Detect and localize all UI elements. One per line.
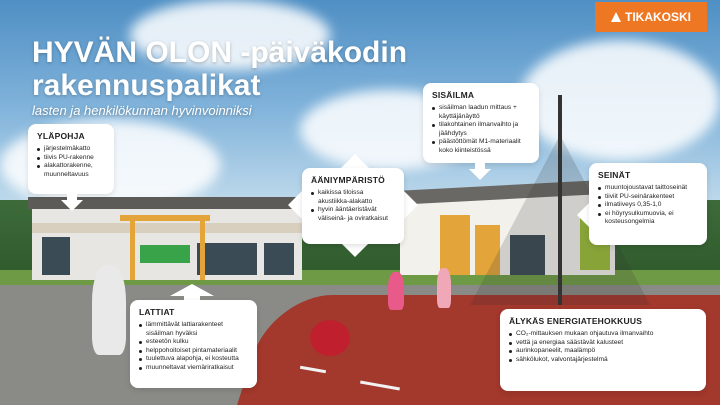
list-item: esteetön kulku <box>139 338 248 347</box>
list-item: ei höyrysulkumuovia, ei kosteusongelmia <box>598 210 698 227</box>
tricycle <box>310 320 350 356</box>
list-item: ilmatiiveys 0,35-1,0 <box>598 201 698 210</box>
card-title: LATTIAT <box>139 307 175 317</box>
card-aaniymparisto <box>302 168 404 244</box>
list-item: tuulettuva alapohja, ei kosteutta <box>139 355 248 364</box>
list-item: tilakohtainen ilmanvaihto ja jäähdytys <box>432 121 530 138</box>
child-figure <box>388 272 404 310</box>
list-item: sisäilman laadun mittaus + käyttäjänäyttö <box>432 104 530 121</box>
card-energiatehokkuus <box>500 309 706 391</box>
arrow-left-icon <box>288 191 302 219</box>
list-item: tiiviit PU-seinärakenteet <box>598 193 698 202</box>
card-title: ÄÄNIYMPÄRISTÖ <box>311 175 385 185</box>
page-title: HYVÄN OLON -päiväkodin rakennuspalikat <box>32 36 408 102</box>
arrow-right-icon <box>404 191 418 219</box>
card-lattiat <box>130 300 257 388</box>
list-item: hyvin ääntäeristävät väliseinä- ja oviratkaisut <box>311 206 395 223</box>
child-figure <box>92 265 126 355</box>
list-item: päästöttömät M1-materiaalit koko kiinteistössä <box>432 138 530 155</box>
list-item: muunneltavat viemäriratkaisut <box>139 364 248 373</box>
card-title: SISÄILMA <box>432 90 475 100</box>
arrow-down-icon <box>61 200 83 211</box>
page-subtitle: lasten ja henkilökunnan hyvinvoinniksi <box>32 103 252 118</box>
list-item: järjestelmäkatto <box>37 145 105 154</box>
list-item: tiivis PU-rakenne <box>37 154 105 163</box>
arrow-up-icon <box>341 154 369 168</box>
list-item: vettä ja energiaa säästävät kalusteet <box>509 339 697 348</box>
list-item: muuntojoustavat taittoseinät <box>598 184 698 193</box>
card-title: SEINÄT <box>598 170 631 180</box>
list-item: sähkölukot, valvontajärjestelmä <box>509 356 697 365</box>
card-title: YLÄPOHJA <box>37 131 85 141</box>
arrow-down-icon <box>341 243 369 257</box>
logo-text: TIKAKOSKI <box>625 10 691 24</box>
child-figure <box>437 268 451 308</box>
card-sisailma <box>423 83 539 163</box>
list-item: lämmittävät lattiarakenteet sisäilman hyväksi <box>139 321 248 338</box>
arrow-left-icon <box>577 203 589 227</box>
logo-mark-icon <box>611 12 621 22</box>
card-seinat <box>589 163 707 245</box>
list-item: helppohoitoiset pintamateriaalit <box>139 347 248 356</box>
wooden-play-structure <box>120 215 220 280</box>
list-item: aurinkopaneelit, maalämpö <box>509 347 697 356</box>
list-item: CO₂-mittauksen mukaan ohjautuva ilmanvaihto <box>509 330 697 339</box>
arrow-down-icon <box>469 169 491 180</box>
list-item: kaikissa tiloissa akustiikka-alakatto <box>311 189 395 206</box>
list-item: alakattorakenne, muunneltavuus <box>37 162 105 179</box>
tikakoski-logo <box>595 2 707 32</box>
card-ylapohja <box>28 124 114 194</box>
card-title: ÄLYKÄS ENERGIATEHOKKUUS <box>509 316 643 326</box>
